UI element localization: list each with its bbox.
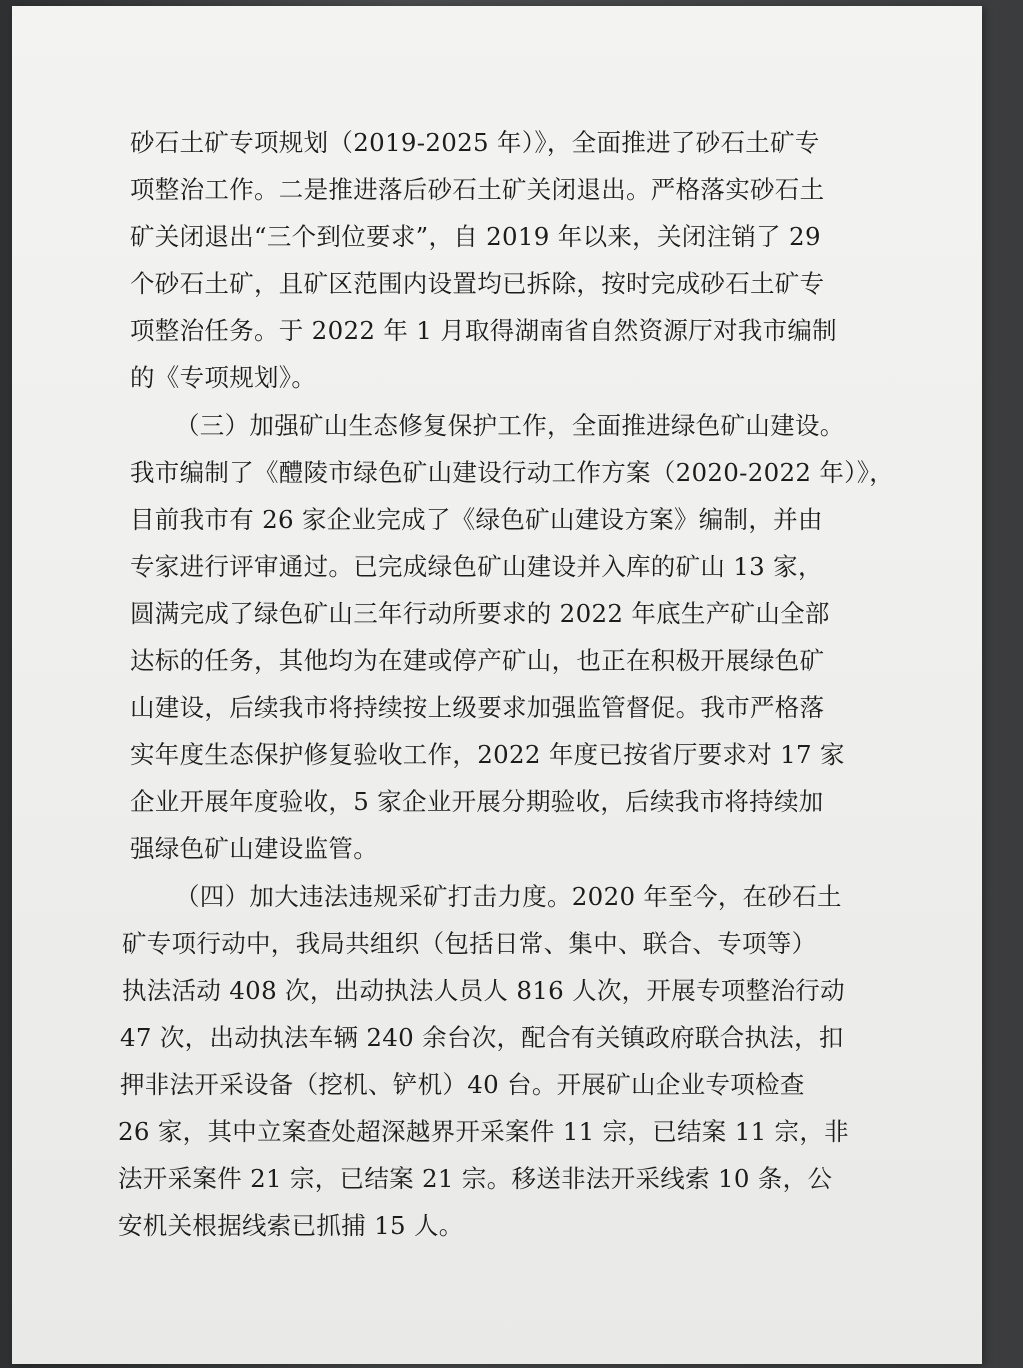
text-line: 安机关根据线索已抓捕 15 人。	[118, 1211, 464, 1240]
text-line: 专家进行评审通过。已完成绿色矿山建设并入库的矿山 13 家，	[130, 552, 823, 581]
text-line: 47 次，出动执法车辆 240 余台次，配合有关镇政府联合执法，扣	[120, 1023, 844, 1052]
text-line: 达标的任务，其他均为在建或停产矿山，也正在积极开展绿色矿	[130, 646, 825, 675]
text-line: 押非法开采设备（挖机、铲机）40 台。开展矿山企业专项检查	[120, 1070, 805, 1099]
text-line: 目前我市有 26 家企业完成了《绿色矿山建设方案》编制，并由	[130, 505, 823, 534]
section-heading-4: （四）加大违法违规采矿打击力度。2020 年至今，在砂石土	[175, 882, 842, 911]
section-heading-3: （三）加强矿山生态修复保护工作，全面推进绿色矿山建设。	[175, 411, 845, 440]
text-line: 实年度生态保护修复验收工作，2022 年度已按省厅要求对 17 家	[130, 740, 845, 769]
text-line: 项整治任务。于 2022 年 1 月取得湖南省自然资源厅对我市编制	[130, 316, 837, 345]
text-line: 山建设，后续我市将持续按上级要求加强监管督促。我市严格落	[130, 693, 825, 722]
text-line: 个砂石土矿，且矿区范围内设置均已拆除，按时完成砂石土矿专	[130, 269, 825, 298]
text-line: 砂石土矿专项规划（2019-2025 年）》，全面推进了砂石土矿专	[130, 128, 820, 157]
text-line: 企业开展年度验收，5 家企业开展分期验收，后续我市将持续加	[130, 787, 824, 816]
text-line: 26 家，其中立案查处超深越界开采案件 11 宗，已结案 11 宗，非	[118, 1117, 849, 1146]
text-line: 我市编制了《醴陵市绿色矿山建设行动工作方案（2020-2022 年）》，	[130, 458, 895, 487]
text-line: 项整治工作。二是推进落后砂石土矿关闭退出。严格落实砂石土	[130, 175, 825, 204]
text-line: 矿关闭退出“三个到位要求”，自 2019 年以来，关闭注销了 29	[130, 222, 821, 251]
document-page	[12, 6, 982, 1364]
text-line: 执法活动 408 次，出动执法人员人 816 人次，开展专项整治行动	[122, 976, 845, 1005]
text-line: 强绿色矿山建设监管。	[130, 834, 378, 863]
text-line: 的《专项规划》。	[130, 363, 317, 392]
text-line: 圆满完成了绿色矿山三年行动所要求的 2022 年底生产矿山全部	[130, 599, 830, 628]
text-line: 矿专项行动中，我局共组织（包括日常、集中、联合、专项等）	[122, 929, 817, 958]
text-line: 法开采案件 21 宗，已结案 21 宗。移送非法开采线索 10 条，公	[118, 1164, 833, 1193]
